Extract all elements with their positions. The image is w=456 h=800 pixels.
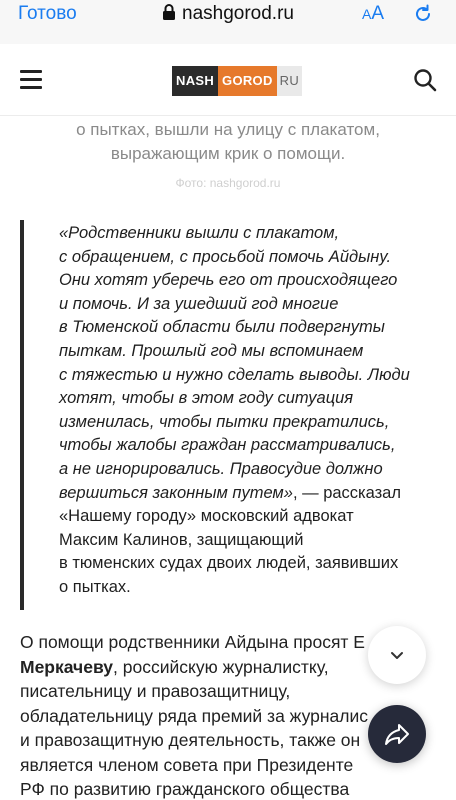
- logo-ru: RU: [277, 66, 302, 96]
- share-button[interactable]: [368, 705, 426, 763]
- menu-bar: [20, 86, 42, 89]
- para-text: , российскую журналистку,: [113, 656, 329, 677]
- quote-line: в тюменских судах двоих людей, заявивших: [59, 554, 399, 573]
- text-size-large-a: A: [371, 3, 385, 24]
- quote-line: и помочь. И за ушедший год многие: [59, 294, 339, 313]
- url-text: nashgorod.ru: [182, 3, 294, 24]
- reload-icon[interactable]: [413, 4, 433, 24]
- para-line: О помощи родственники Айдына просят Е: [20, 632, 365, 652]
- quote-line: Они хотят уберечь его от происходящего: [59, 271, 398, 290]
- quote-line: о пытках.: [59, 577, 131, 596]
- text-size-button[interactable]: [362, 3, 384, 25]
- share-arrow-icon: [368, 705, 426, 763]
- quote-line: Максим Калинов, защищающий: [59, 530, 304, 549]
- para-line: обладательницу ряда премий за журналис: [20, 705, 368, 726]
- para-line: РФ по развитию гражданского общества: [20, 779, 350, 799]
- quote-border: [20, 220, 24, 610]
- para-line: и правозащитную деятельность, также он: [20, 730, 361, 750]
- quote-line-mixed: [59, 482, 439, 506]
- hamburger-menu-icon[interactable]: [20, 70, 42, 88]
- quote-line: «Родственники вышли с плакатом,: [59, 224, 340, 242]
- menu-bar: [20, 78, 42, 81]
- browser-toolbar: [0, 0, 456, 44]
- quote-line: изменилась, чтобы пытки прекратились,: [59, 412, 390, 431]
- site-logo[interactable]: [172, 66, 302, 96]
- logo-gorod: GOROD: [218, 66, 277, 96]
- quote-line: в Тюменской области были подвергнуты: [59, 318, 385, 337]
- text-size-small-a: A: [362, 6, 372, 22]
- address-bar[interactable]: [0, 3, 456, 25]
- image-caption: [30, 118, 426, 166]
- person-name-link[interactable]: Меркачеву: [20, 656, 114, 677]
- quote-line: с тяжестью и нужно сделать выводы. Люди: [59, 365, 410, 384]
- lock-icon: [162, 4, 176, 20]
- quote-line: хотят, чтобы в этом году ситуация: [59, 389, 354, 408]
- caption-line: выражающим крик о помощи.: [110, 144, 346, 163]
- menu-bar: [20, 70, 42, 73]
- para-line: писательницу и правозащитницу,: [20, 681, 291, 701]
- blockquote: [59, 222, 439, 600]
- site-header: [0, 44, 456, 116]
- chevron-down-icon: [368, 626, 426, 684]
- quote-line: «Нашему городу» московский адвокат: [59, 507, 354, 526]
- done-button[interactable]: Готово: [18, 3, 77, 24]
- quote-italic-fragment: вершиться законным путем»: [59, 483, 293, 502]
- quote-line: чтобы жалобы граждан рассматривались,: [59, 436, 396, 455]
- scroll-down-button[interactable]: [368, 626, 426, 684]
- para-line: является членом совета при Президенте: [20, 754, 354, 775]
- quote-normal-fragment: , — рассказал: [292, 483, 401, 502]
- quote-line: а не игнорировались. Правосудие должно: [59, 459, 383, 478]
- quote-line: пыткам. Прошлый год мы вспоминаем: [59, 341, 364, 360]
- search-icon[interactable]: [413, 68, 437, 92]
- photo-credit: Фото: nashgorod.ru: [175, 176, 281, 190]
- logo-nash: NASH: [172, 66, 218, 96]
- quote-line: с обращением, с просьбой помочь Айдыну.: [59, 247, 392, 266]
- caption-line: о пытках, вышли на улицу с плакатом,: [76, 120, 380, 139]
